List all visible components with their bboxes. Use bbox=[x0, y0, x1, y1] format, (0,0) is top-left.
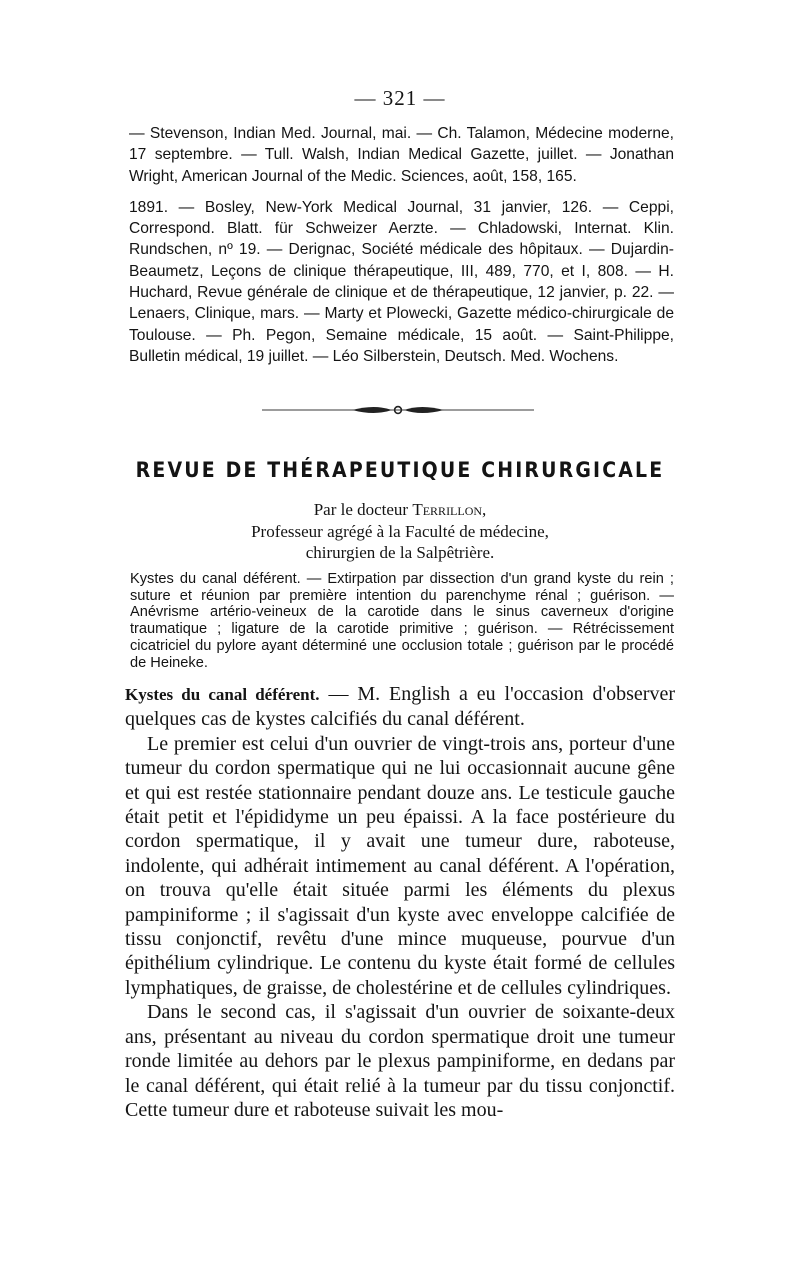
body-text: — M. English a eu l'occasion d'observer quelques cas de kystes calcifiés du canal déférent. bbox=[125, 683, 676, 731]
body-paragraph bbox=[125, 682, 675, 732]
section-summary bbox=[130, 571, 674, 671]
section-title: REVUE DE THÉRAPEUTIQUE CHIRURGICALE bbox=[135, 458, 665, 482]
author-affiliation: chirurgien de la Salpêtrière. bbox=[305, 543, 495, 562]
author-block bbox=[0, 499, 800, 564]
author-position: Professeur agrégé à la Faculté de médecine, bbox=[251, 521, 549, 541]
subsection-heading: Kystes du canal déférent. bbox=[125, 685, 320, 704]
article-body bbox=[125, 682, 675, 1122]
author-prefix: Par le docteur bbox=[313, 500, 409, 519]
reference-paragraph: — Stevenson, Indian Med. Journal, mai. — Ch. Talamon, Médecine moderne, 17 septembre. — Tull. Walsh, Indian Medical Gazette, juillet. — Jonathan Wright, American Journal of the Medic. Sciences, août, 158, 165. bbox=[129, 125, 674, 185]
body-paragraph: Dans le second cas, il s'agissait d'un ouvrier de soixante-deux ans, présentant au niveau du cordon spermatique droit une tumeur ronde limitée au dehors par le plexus pampiniforme, en dedans par le canal déférent, qui était relié à la tumeur par du tissu conjonctif. Cette tumeur dure et raboteuse suivait les mou- bbox=[125, 1001, 675, 1121]
bibliography-references bbox=[129, 123, 674, 367]
page-number: — 321 — bbox=[354, 86, 446, 110]
author-name: Terrillon, bbox=[412, 500, 487, 519]
body-paragraph: Le premier est celui d'un ouvrier de vingt-trois ans, porteur d'une tumeur du cordon spermatique qui ne lui occasionnait aucune gêne et qui est restée stationnaire pendant douze ans. Le testicule gauche était petit et l'épididyme un peu épaissi. A la face postérieure du cordon spermatique, il y avait une tumeur dure, raboteuse, indolente, qui adhérait intimement au canal déférent. A l'opération, on trouva qu'elle était située parmi les éléments du plexus pampiniforme ; il s'agissait d'un kyste avec enveloppe calcifiée de tissu conjonctif, revêtu d'une mince muqueuse, pourvue d'un épithélium cylindrique. Le contenu du kyste était formé de cellules lymphatiques, de graisse, de cholestérine et de cellules cylindriques. bbox=[125, 732, 675, 999]
summary-text: Kystes du canal déférent. — Extirpation par dissection d'un grand kyste du rein ; suture et réunion par première intention du parenchyme rénal ; guérison. — Anévrisme artério-veineux de la carotide dans le sinus caverneux d'origine traumatique ; ligature de la carotide primitive ; guérison. — Rétrécissement cicatriciel du pylore ayant déterminé une occlusion totale ; guérison par le procédé de Heineke. bbox=[130, 571, 674, 671]
ornament-divider bbox=[260, 399, 536, 421]
author-line bbox=[0, 499, 800, 521]
reference-paragraph: 1891. — Bosley, New-York Medical Journal, 31 janvier, 126. — Ceppi, Correspond. Blatt. für Schweizer Aerzte. — Chladowski, Internat. Klin. Rundschen, nº 19. — Derignac, Société médicale des hôpitaux. — Dujardin-Beaumetz, Leçons de clinique thérapeutique, III, 489, 770, et I, 808. — H. Huchard, Revue générale de clinique et de thérapeutique, 12 janvier, p. 22. — Lenaers, Clinique, mars. — Marty et Plowecki, Gazette médico-chirurgicale de Toulouse. — Ph. Pegon, Semaine médicale, 15 août. — Saint-Philippe, Bulletin médical, 19 juillet. — Léo Silberstein, Deutsch. Med. Wochens. bbox=[129, 198, 674, 365]
